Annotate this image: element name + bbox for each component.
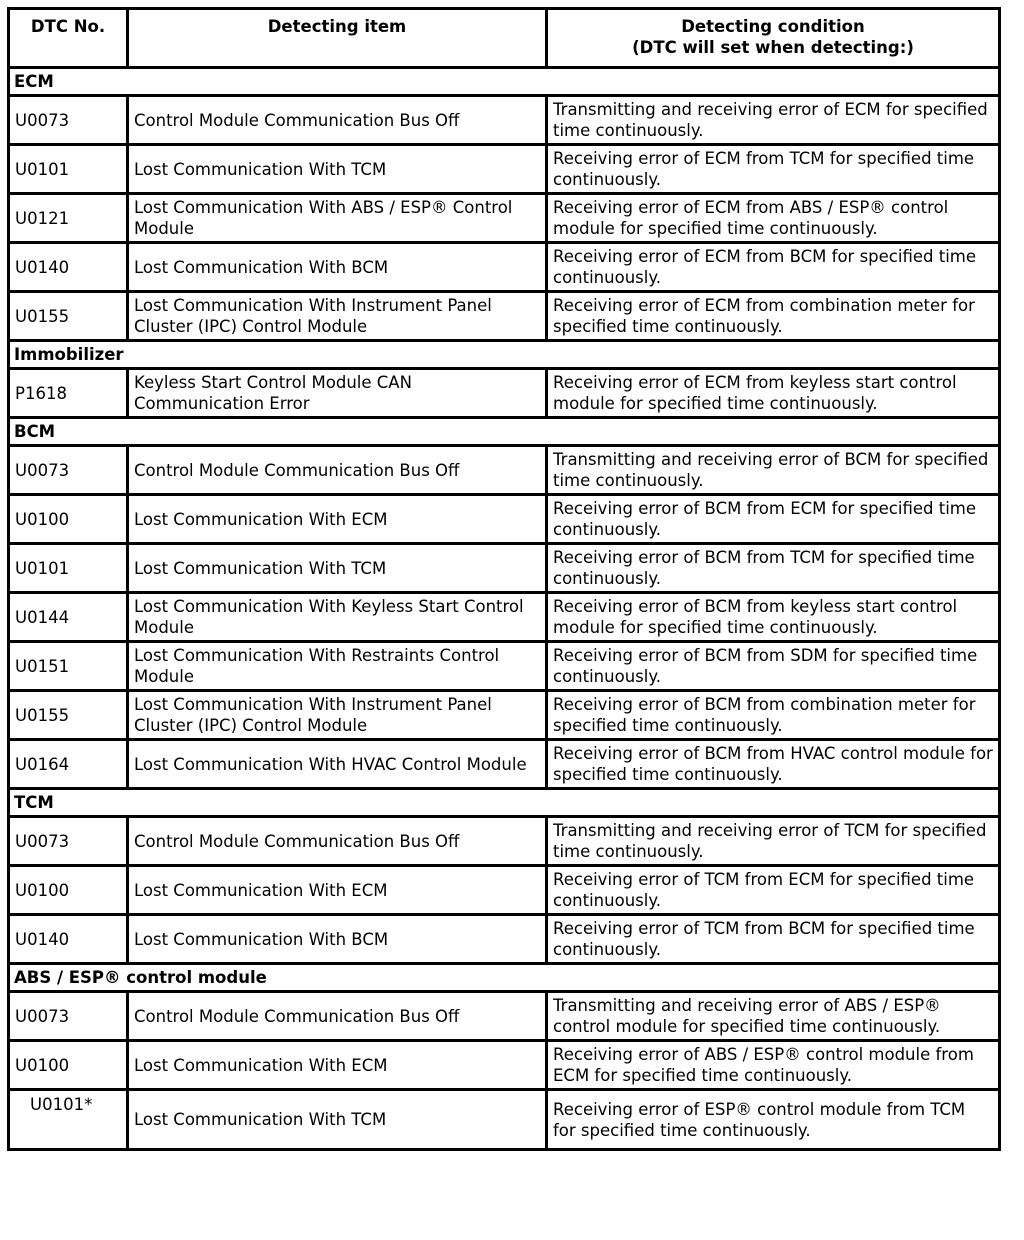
detecting-condition: Receiving error of BCM from TCM for specified time continuously. bbox=[547, 544, 1000, 593]
section-row-abs-esp bbox=[9, 964, 1000, 992]
table-row bbox=[9, 866, 1000, 915]
section-title: BCM bbox=[9, 418, 1000, 446]
table-row bbox=[9, 96, 1000, 145]
table-row bbox=[9, 740, 1000, 789]
detecting-condition: Transmitting and receiving error of ABS / ESP® control module for specified time continuously. bbox=[547, 992, 1000, 1041]
detecting-condition: Transmitting and receiving error of ECM for specified time continuously. bbox=[547, 96, 1000, 145]
dtc-code: U0121 bbox=[9, 194, 128, 243]
section-title: TCM bbox=[9, 789, 1000, 817]
header-detecting-item: Detecting item bbox=[128, 9, 547, 68]
detecting-condition: Transmitting and receiving error of BCM for specified time continuously. bbox=[547, 446, 1000, 495]
header-condition-line2: (DTC will set when detecting:) bbox=[632, 38, 914, 57]
detecting-item: Control Module Communication Bus Off bbox=[128, 96, 547, 145]
dtc-code: U0073 bbox=[9, 817, 128, 866]
section-row-ecm bbox=[9, 68, 1000, 96]
detecting-condition: Receiving error of BCM from ECM for specified time continuously. bbox=[547, 495, 1000, 544]
detecting-item: Control Module Communication Bus Off bbox=[128, 992, 547, 1041]
dtc-code: U0073 bbox=[9, 96, 128, 145]
dtc-code: U0101 bbox=[9, 145, 128, 194]
table-row bbox=[9, 292, 1000, 341]
table-row bbox=[9, 642, 1000, 691]
detecting-item: Control Module Communication Bus Off bbox=[128, 446, 547, 495]
section-row-bcm bbox=[9, 418, 1000, 446]
detecting-condition: Receiving error of BCM from combination meter for specified time continuously. bbox=[547, 691, 1000, 740]
section-title: ECM bbox=[9, 68, 1000, 96]
detecting-item: Control Module Communication Bus Off bbox=[128, 817, 547, 866]
detecting-condition: Receiving error of ECM from ABS / ESP® control module for specified time continuously. bbox=[547, 194, 1000, 243]
detecting-item: Lost Communication With ECM bbox=[128, 1041, 547, 1090]
table-row bbox=[9, 495, 1000, 544]
dtc-code: U0140 bbox=[9, 915, 128, 964]
section-row-immobilizer bbox=[9, 341, 1000, 369]
dtc-code: U0155 bbox=[9, 292, 128, 341]
detecting-item: Lost Communication With ECM bbox=[128, 495, 547, 544]
detecting-item: Keyless Start Control Module CAN Communication Error bbox=[128, 369, 547, 418]
dtc-code: U0073 bbox=[9, 446, 128, 495]
section-title: Immobilizer bbox=[9, 341, 1000, 369]
dtc-code: U0164 bbox=[9, 740, 128, 789]
detecting-condition: Receiving error of ABS / ESP® control module from ECM for specified time continuously. bbox=[547, 1041, 1000, 1090]
table-row bbox=[9, 992, 1000, 1041]
detecting-item: Lost Communication With Restraints Control Module bbox=[128, 642, 547, 691]
table-row bbox=[9, 1041, 1000, 1090]
table-row bbox=[9, 915, 1000, 964]
header-dtc-no: DTC No. bbox=[9, 9, 128, 68]
detecting-item: Lost Communication With HVAC Control Module bbox=[128, 740, 547, 789]
section-title: ABS / ESP® control module bbox=[9, 964, 1000, 992]
detecting-condition: Receiving error of BCM from SDM for specified time continuously. bbox=[547, 642, 1000, 691]
dtc-code: U0073 bbox=[9, 992, 128, 1041]
detecting-condition: Receiving error of ECM from combination meter for specified time continuously. bbox=[547, 292, 1000, 341]
header-row bbox=[9, 9, 1000, 68]
dtc-code: U0100 bbox=[9, 1041, 128, 1090]
detecting-condition: Receiving error of TCM from ECM for specified time continuously. bbox=[547, 866, 1000, 915]
dtc-code: P1618 bbox=[9, 369, 128, 418]
dtc-code: U0101 bbox=[9, 544, 128, 593]
table-row bbox=[9, 817, 1000, 866]
detecting-item: Lost Communication With ECM bbox=[128, 866, 547, 915]
detecting-condition: Receiving error of BCM from keyless start control module for specified time continuously. bbox=[547, 593, 1000, 642]
detecting-item: Lost Communication With BCM bbox=[128, 915, 547, 964]
dtc-code: U0155 bbox=[9, 691, 128, 740]
detecting-condition: Receiving error of ECM from keyless start control module for specified time continuously. bbox=[547, 369, 1000, 418]
detecting-item: Lost Communication With TCM bbox=[128, 145, 547, 194]
detecting-item: Lost Communication With Instrument Panel Cluster (IPC) Control Module bbox=[128, 292, 547, 341]
dtc-code: U0100 bbox=[9, 866, 128, 915]
detecting-condition: Receiving error of BCM from HVAC control module for specified time continuously. bbox=[547, 740, 1000, 789]
table-row bbox=[9, 145, 1000, 194]
detecting-condition: Receiving error of ESP® control module from TCM for specified time continuously. bbox=[547, 1090, 1000, 1150]
table-row bbox=[9, 243, 1000, 292]
detecting-item: Lost Communication With BCM bbox=[128, 243, 547, 292]
detecting-condition: Receiving error of TCM from BCM for specified time continuously. bbox=[547, 915, 1000, 964]
dtc-table bbox=[7, 7, 1001, 1151]
table-row bbox=[9, 1090, 1000, 1150]
detecting-condition: Receiving error of ECM from BCM for specified time continuously. bbox=[547, 243, 1000, 292]
detecting-item: Lost Communication With Keyless Start Control Module bbox=[128, 593, 547, 642]
section-row-tcm bbox=[9, 789, 1000, 817]
detecting-condition: Transmitting and receiving error of TCM for specified time continuously. bbox=[547, 817, 1000, 866]
table-row bbox=[9, 593, 1000, 642]
dtc-code: U0144 bbox=[9, 593, 128, 642]
dtc-code: U0151 bbox=[9, 642, 128, 691]
detecting-condition: Receiving error of ECM from TCM for specified time continuously. bbox=[547, 145, 1000, 194]
table-row bbox=[9, 194, 1000, 243]
detecting-item: Lost Communication With ABS / ESP® Control Module bbox=[128, 194, 547, 243]
table-row bbox=[9, 369, 1000, 418]
table-row bbox=[9, 691, 1000, 740]
header-condition-line1: Detecting condition bbox=[681, 17, 865, 36]
detecting-item: Lost Communication With TCM bbox=[128, 544, 547, 593]
detecting-item: Lost Communication With TCM bbox=[128, 1090, 547, 1150]
dtc-code: U0140 bbox=[9, 243, 128, 292]
detecting-item: Lost Communication With Instrument Panel Cluster (IPC) Control Module bbox=[128, 691, 547, 740]
dtc-code: U0101* bbox=[9, 1090, 128, 1150]
table-row bbox=[9, 544, 1000, 593]
header-detecting-condition bbox=[547, 9, 1000, 68]
dtc-code: U0100 bbox=[9, 495, 128, 544]
table-row bbox=[9, 446, 1000, 495]
